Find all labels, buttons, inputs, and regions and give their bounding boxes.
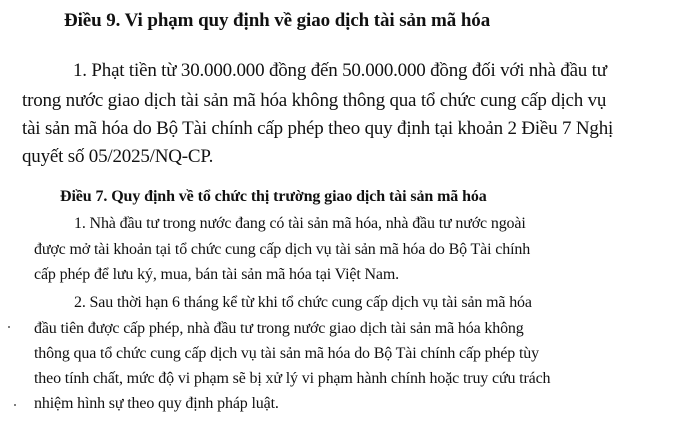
article-9-heading: Điều 9. Vi phạm quy định về giao dịch tài sản mã hóa [64,10,491,31]
article-7-para-1-line-1: 1. Nhà đầu tư trong nước đang có tài sản mã hóa, nhà đầu tư nước ngoài [74,215,526,232]
article-9-line-2: trong nước giao dịch tài sản mã hóa không thông qua tổ chức cung cấp dịch vụ [22,90,607,111]
article-7-para-2-line-3: thông qua tổ chức cung cấp dịch vụ tài sản mã hóa do Bộ Tài chính cấp phép tùy [34,345,539,362]
article-7-heading: Điều 7. Quy định về tổ chức thị trường giao dịch tài sản mã hóa [60,188,487,205]
article-7-para-1-line-3: cấp phép để lưu ký, mua, bán tài sản mã hóa tại Việt Nam. [34,266,399,283]
scan-speck [8,326,10,328]
article-9-line-4: quyết số 05/2025/NQ-CP. [22,146,214,167]
article-7-para-2-line-2: đầu tiên được cấp phép, nhà đầu tư trong nước giao dịch tài sản mã hóa không [34,320,524,337]
article-9-line-1: 1. Phạt tiền từ 30.000.000 đồng đến 50.000.000 đồng đối với nhà đầu tư [73,60,607,81]
article-7-para-2-line-4: theo tính chất, mức độ vi phạm sẽ bị xử lý vi phạm hành chính hoặc truy cứu trách [34,370,551,387]
article-7-para-1-line-2: được mở tài khoản tại tổ chức cung cấp dịch vụ tài sản mã hóa do Bộ Tài chính [34,241,531,258]
article-9-line-3: tài sản mã hóa do Bộ Tài chính cấp phép theo quy định tại khoản 2 Điều 7 Nghị [22,118,614,139]
article-7-para-2-line-1: 2. Sau thời hạn 6 tháng kể từ khi tổ chức cung cấp dịch vụ tài sản mã hóa [74,294,532,311]
article-7-para-2-line-5: nhiệm hình sự theo quy định pháp luật. [34,395,279,412]
scan-speck [14,404,16,406]
